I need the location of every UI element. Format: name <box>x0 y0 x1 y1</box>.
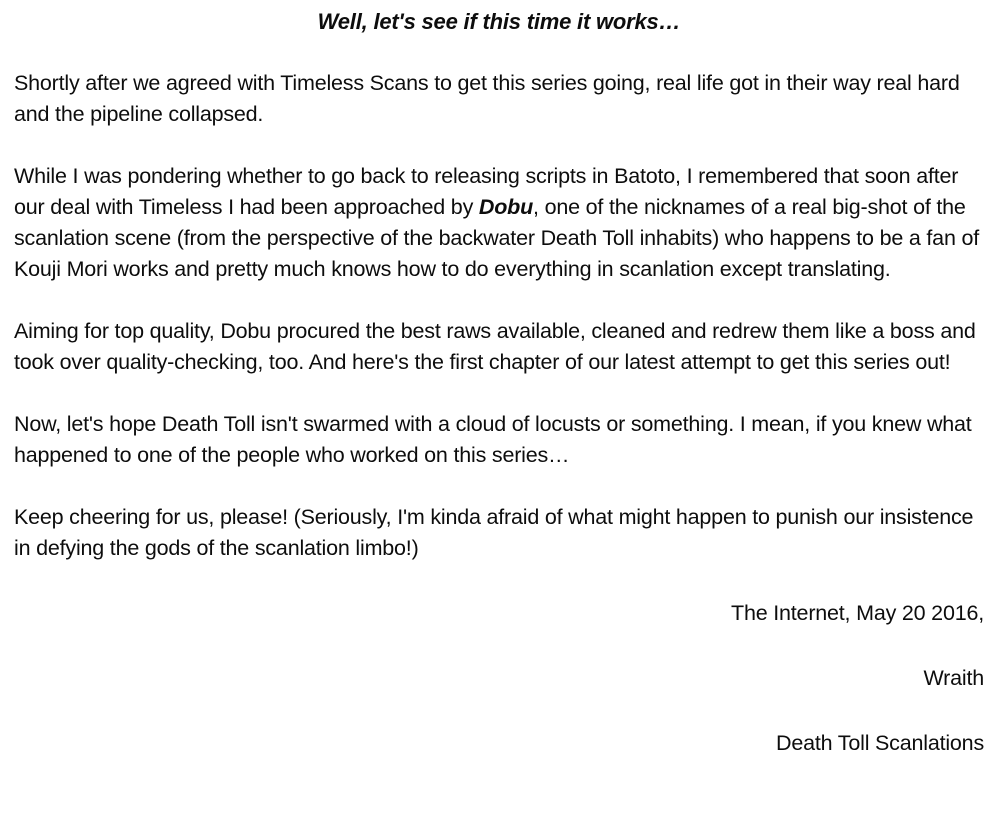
signoff-group: Death Toll Scanlations <box>776 731 984 755</box>
paragraph-dobu-text-after: , one of the nicknames of a real big-shot of the scanlation scene (from the perspective of the backwater Death Toll inhabits) who happens to be a fan of Kouji Mori works and pretty much knows how to do everything in scanlation except translating. <box>14 195 979 281</box>
page-title: Well, let's see if this time it works… <box>317 9 681 34</box>
paragraph-dobu-text-before: While I was pondering whether to go back to releasing scripts in Batoto, I remembered that soon after our deal with Timeless I had been approached by <box>14 164 959 219</box>
paragraph-dobu <box>14 161 984 285</box>
paragraph-cheering: Keep cheering for us, please! (Seriously, I'm kinda afraid of what might happen to punish our insistence in defying the gods of the scanlation limbo!) <box>14 505 974 560</box>
paragraph-intro: Shortly after we agreed with Timeless Scans to get this series going, real life got in their way real hard and the pipeline collapsed. <box>14 71 960 126</box>
signoff <box>14 598 984 759</box>
signoff-author: Wraith <box>923 666 984 690</box>
signoff-dateline: The Internet, May 20 2016, <box>731 601 984 625</box>
paragraph-quality: Aiming for top quality, Dobu procured the best raws available, cleaned and redrew them like a boss and took over quality-checking, too. And here's the first chapter of our latest attempt to get this series out! <box>14 319 976 374</box>
dobu-name: Dobu <box>478 195 534 219</box>
paragraph-hope: Now, let's hope Death Toll isn't swarmed with a cloud of locusts or something. I mean, if you knew what happened to one of the people who worked on this series… <box>14 412 972 467</box>
